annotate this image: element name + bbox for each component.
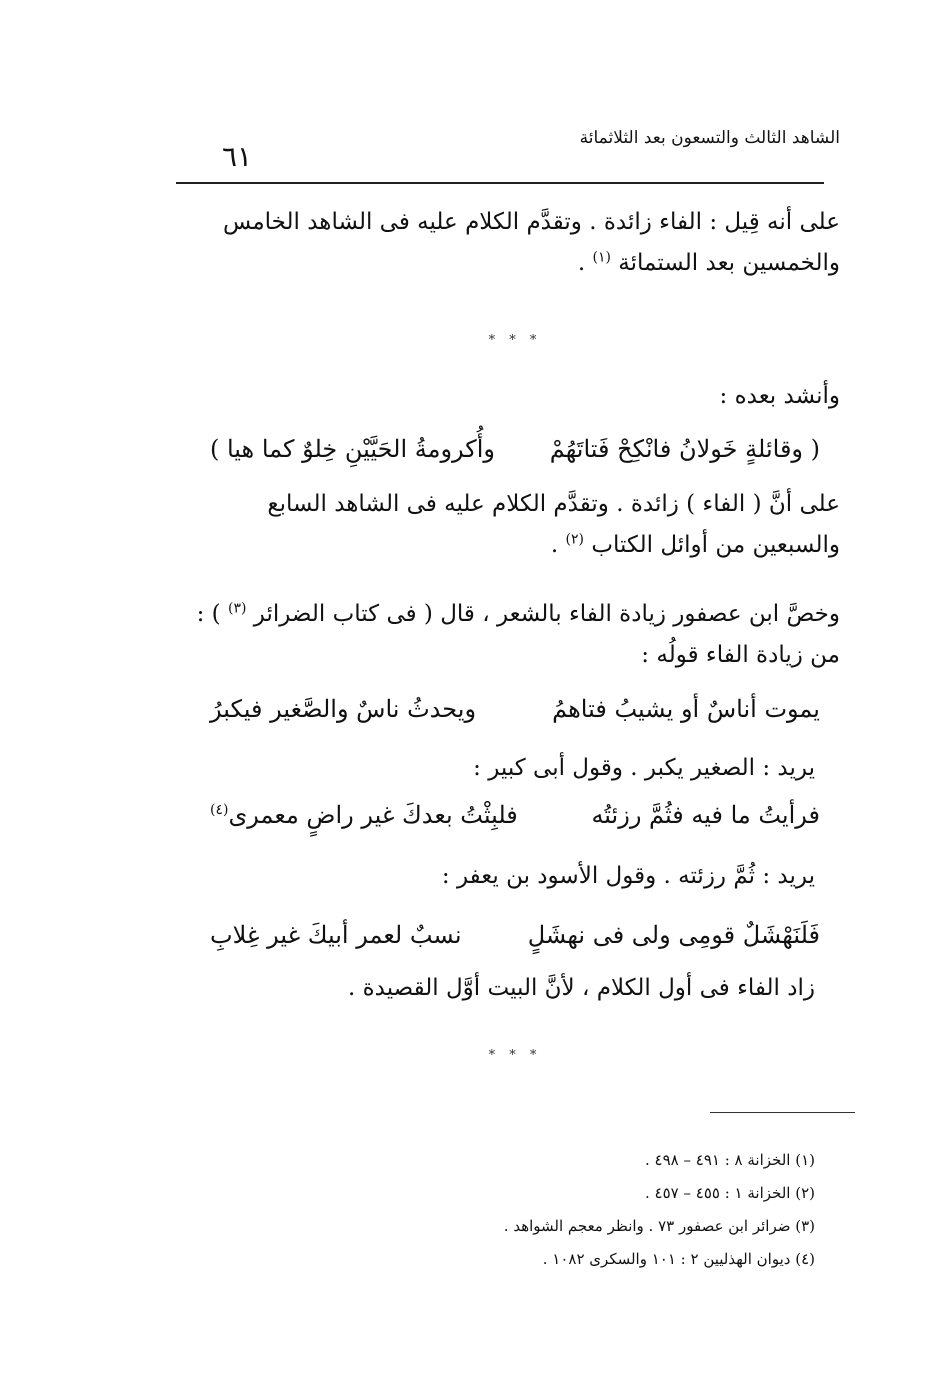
verse-3 <box>210 796 820 836</box>
verse-3-second-text: فلبِثْتُ بعدكَ غير راضٍ معمرى <box>228 801 518 829</box>
footnote-2: (٢) الخزانة ١ : ٤٥٥ – ٤٥٧ . <box>645 1184 815 1202</box>
verse-4-first-hemistich: فَلَنَهْشَلٌ قومِى ولى فى نهشَلٍ <box>527 921 820 949</box>
verse-2 <box>210 690 820 730</box>
paragraph-3-text: وخصَّ ابن عصفور زيادة الفاء بالشعر ، قال ( فى كتاب الضرائر <box>253 601 840 627</box>
paragraph-1-text: على أنه قِيل : الفاء زائدة . وتقدَّم الكلام عليه فى الشاهد الخامس والخمسين بعد الستمائة <box>223 209 840 277</box>
footnote-ref-4: (٤) <box>210 802 229 818</box>
running-title: الشاهد الثالث والتسعون بعد الثلاثمائة <box>579 128 840 148</box>
paragraph-2-text: على أنَّ ( الفاء ) زائدة . وتقدَّم الكلام عليه فى الشاهد السابع والسبعين من أوائل الكتاب <box>267 491 840 559</box>
section-separator: * * * <box>488 333 542 348</box>
footnote-ref-2: (٢) <box>565 531 584 548</box>
verse-2-first-hemistich: يموت أناسٌ أو يشيبُ فتاهمُ <box>552 695 820 723</box>
paragraph-3 <box>180 594 840 677</box>
paragraph-3-end: ) : من زيادة الفاء قولُه : <box>196 601 840 669</box>
paragraph-1 <box>180 202 840 285</box>
text-line-4: يريد : الصغير يكبر . وقول أبى كبير : <box>473 755 815 781</box>
text-line-6: زاد الفاء فى أول الكلام ، لأنَّ البيت أوَّل القصيدة . <box>348 975 815 1001</box>
footnote-ref-1: (١) <box>592 249 611 266</box>
verse-4-second-hemistich: نسبٌ لعمر أبيكَ غير غِلابِ <box>210 921 462 949</box>
page-number: ٦١ <box>222 140 253 173</box>
verse-2-second-hemistich: ويحدثُ ناسٌ والصَّغير فيكبرُ <box>210 695 477 723</box>
text-line-5: يريد : ثُمَّ رزئته . وقول الأسود بن يعفر : <box>441 863 815 889</box>
verse-1-first-hemistich: ( وقائلةٍ خَولانُ فانْكِحْ فَتاتَهُمْ <box>549 435 820 463</box>
verse-4 <box>210 916 820 956</box>
section-separator-2: * * * <box>488 1048 542 1063</box>
header-rule <box>176 182 824 184</box>
footnote-rule <box>710 1112 855 1113</box>
paragraph-1-end: . <box>577 250 593 277</box>
verse-3-second-hemistich <box>210 796 518 834</box>
footnote-4: (٤) ديوان الهذليين ٢ : ١٠١ والسكرى ١٠٨٢ . <box>542 1250 815 1268</box>
paragraph-2 <box>180 484 840 567</box>
footnotes <box>420 1144 815 1276</box>
verse-3-first-hemistich: فرأيتُ ما فيه فثُمَّ رزئتُه <box>591 801 820 829</box>
paragraph-2-end: . <box>550 532 566 559</box>
footnote-ref-3: (٣) <box>227 600 247 617</box>
footnote-3: (٣) ضرائر ابن عصفور ٧٣ . وانظر معجم الشواهد . <box>503 1217 815 1235</box>
verse-1-second-hemistich: وأُكرومةُ الحَيَّيْنِ خِلوٌ كما هيا ) <box>210 435 495 463</box>
footnote-1: (١) الخزانة ٨ : ٤٩١ – ٤٩٨ . <box>645 1151 815 1169</box>
verse-1 <box>210 430 820 470</box>
intro-line: وأنشد بعده : <box>719 383 840 409</box>
